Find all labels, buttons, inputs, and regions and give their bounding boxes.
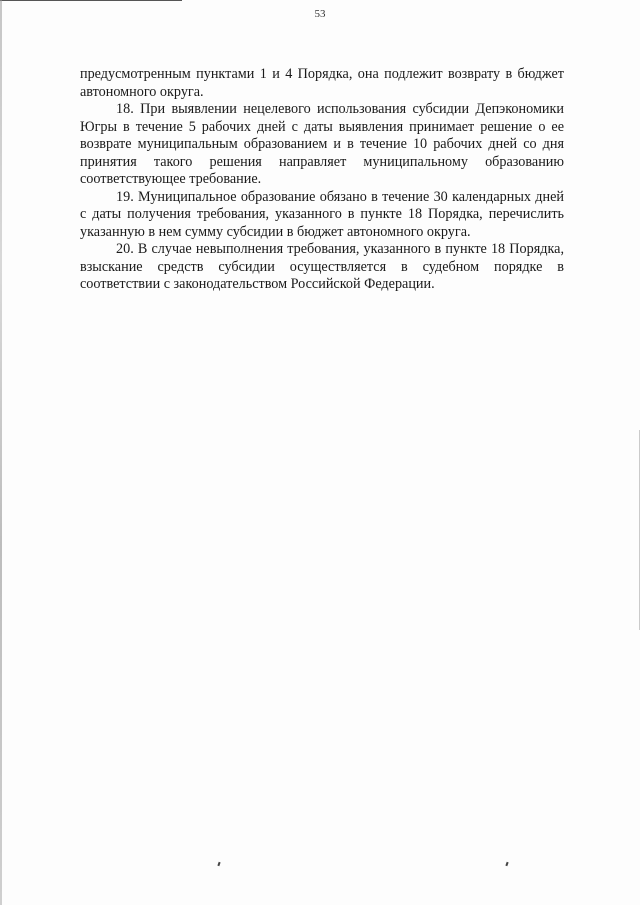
scan-speck: [505, 862, 508, 866]
page-number: 53: [314, 8, 326, 20]
paragraph-continuation: предусмотренным пунктами 1 и 4 Порядка, она подлежит возврату в бюджет автономного округа.: [80, 66, 564, 100]
scan-speck: [217, 862, 220, 866]
document-body: [80, 66, 564, 294]
paragraph-18: 18. При выявлении нецелевого использования субсидии Депэкономики Югры в течение 5 рабочих дней с даты выявления принимает решение о ее возврате муниципальным образованием и в течение 10 рабочих дней со дня принятия такого решения направляет муниципальному образованию соответствующее требование.: [80, 101, 564, 187]
scan-artifact-top-line: [0, 0, 182, 1]
paragraph-20: 20. В случае невыполнения требования, указанного в пункте 18 Порядка, взыскание средств субсидии осуществляется в судебном порядке в соответствии с законодательством Российской Федерации.: [80, 241, 564, 292]
paragraph-19: 19. Муниципальное образование обязано в течение 30 календарных дней с даты получения требования, указанного в пункте 18 Порядка, перечислить указанную в нем сумму субсидии в бюджет автономного округа.: [80, 188, 564, 240]
scan-artifact-left-edge: [0, 0, 2, 905]
